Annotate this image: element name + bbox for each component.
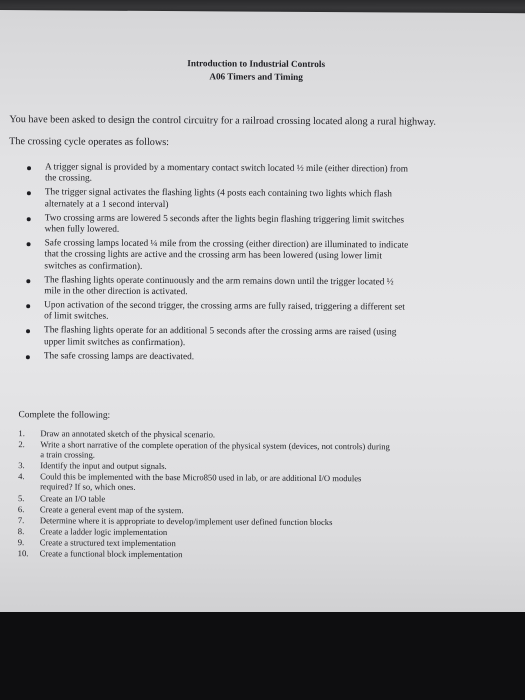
document-page <box>0 10 525 625</box>
title-line-1: Introduction to Industrial Controls <box>187 58 326 70</box>
desk-background <box>0 612 525 700</box>
task-list <box>18 428 459 562</box>
bullet-line: the crossing. <box>44 173 92 185</box>
task-line: Draw an annotated sketch of the physical scenario. <box>40 428 216 440</box>
bullet-dot-icon <box>26 304 30 308</box>
bullet-item <box>26 275 466 300</box>
intro-paragraph <box>9 114 436 161</box>
bullet-line: that the crossing lights are active and the crossing arm has been lowered (using lower limit <box>44 249 382 262</box>
bullet-dot-icon <box>26 329 30 333</box>
complete-heading: Complete the following: <box>18 410 111 421</box>
bullet-item <box>26 325 466 350</box>
bullet-dot-icon <box>27 192 31 196</box>
task-number: 9. <box>17 537 25 548</box>
bullet-item <box>27 162 467 187</box>
bullet-dot-icon <box>27 217 31 221</box>
task-number: 1. <box>18 428 25 439</box>
task-number: 8. <box>17 525 25 537</box>
task-item <box>18 548 458 561</box>
task-number: 2. <box>18 439 25 450</box>
bullet-dot-icon <box>27 242 31 246</box>
task-number: 6. <box>17 503 25 514</box>
bullet-item <box>26 351 466 365</box>
task-line: Create a general event map of the system. <box>39 503 184 515</box>
task-line: Create a structured text implementation <box>39 537 176 549</box>
task-line: Create an I/O table <box>39 492 106 504</box>
bullet-line: The safe crossing lamps are deactivated. <box>43 350 195 362</box>
intro-line-2: The crossing cycle operates as follows: <box>9 136 170 149</box>
bullet-line: of limit switches. <box>44 311 109 323</box>
task-line: Could this be implemented with the base Micro850 used in lab, or are additional I/O modules <box>40 471 362 484</box>
task-line: Create a ladder logic implementation <box>39 526 168 537</box>
bullet-line: mile in the other direction is activated. <box>44 286 188 298</box>
bullet-line: Two crossing arms are lowered 5 seconds after the lights begin flashing triggering limit switches <box>44 212 405 226</box>
bullet-item <box>26 300 466 325</box>
task-number: 3. <box>18 460 25 471</box>
task-line: Create a functional block implementation <box>39 548 183 560</box>
task-number: 10. <box>17 548 29 559</box>
bullet-dot-icon <box>27 166 31 170</box>
task-number: 4. <box>18 471 25 482</box>
bullet-line: The trigger signal activates the flashing lights (4 posts each containing two lights which flash <box>44 187 392 200</box>
bullet-line: switches as confirmation). <box>44 261 143 272</box>
bullet-item <box>26 238 466 275</box>
bullet-dot-icon <box>26 279 30 283</box>
bullet-line: when fully lowered. <box>44 224 120 235</box>
crossing-cycle-list <box>26 162 467 367</box>
task-line: a train crossing. <box>40 449 95 460</box>
bullet-item <box>27 213 467 238</box>
task-item <box>18 439 458 462</box>
intro-line-1: You have been asked to design the control circuitry for a railroad crossing located along a rural highway. <box>9 114 436 128</box>
task-number: 5. <box>17 492 25 503</box>
bullet-line: alternately at a 1 second interval) <box>44 199 169 210</box>
task-line: Write a short narrative of the complete operation of the physical system (devices, not controls) during <box>40 439 390 452</box>
task-line: Identify the input and output signals. <box>40 460 167 472</box>
bullet-line: The flashing lights operate for an additional 5 seconds after the crossing arms are raised (using <box>44 325 397 338</box>
bullet-line: Upon activation of the second trigger, the crossing arms are fully raised, triggering a different set <box>44 300 405 313</box>
task-line: Determine where it is appropriate to develop/implement user defined function blocks <box>39 515 333 527</box>
task-number: 7. <box>17 514 25 525</box>
task-item <box>18 472 458 495</box>
bullet-item <box>27 188 467 213</box>
bullet-dot-icon <box>26 355 30 359</box>
title-line-2: A06 Timers and Timing <box>209 71 303 82</box>
bullet-line: The flashing lights operate continuously and the arm remains down until the trigger located ½ <box>44 274 394 288</box>
bullet-line: Safe crossing lamps located ¼ mile from the crossing (either direction) are illuminated to indicate <box>44 238 409 251</box>
bullet-line: upper limit switches as confirmation). <box>43 336 186 348</box>
document-title <box>0 56 519 85</box>
task-line: required? If so, which ones. <box>40 481 136 493</box>
bullet-line: A trigger signal is provided by a momentary contact switch located ½ mile (either direction) from <box>45 162 409 175</box>
